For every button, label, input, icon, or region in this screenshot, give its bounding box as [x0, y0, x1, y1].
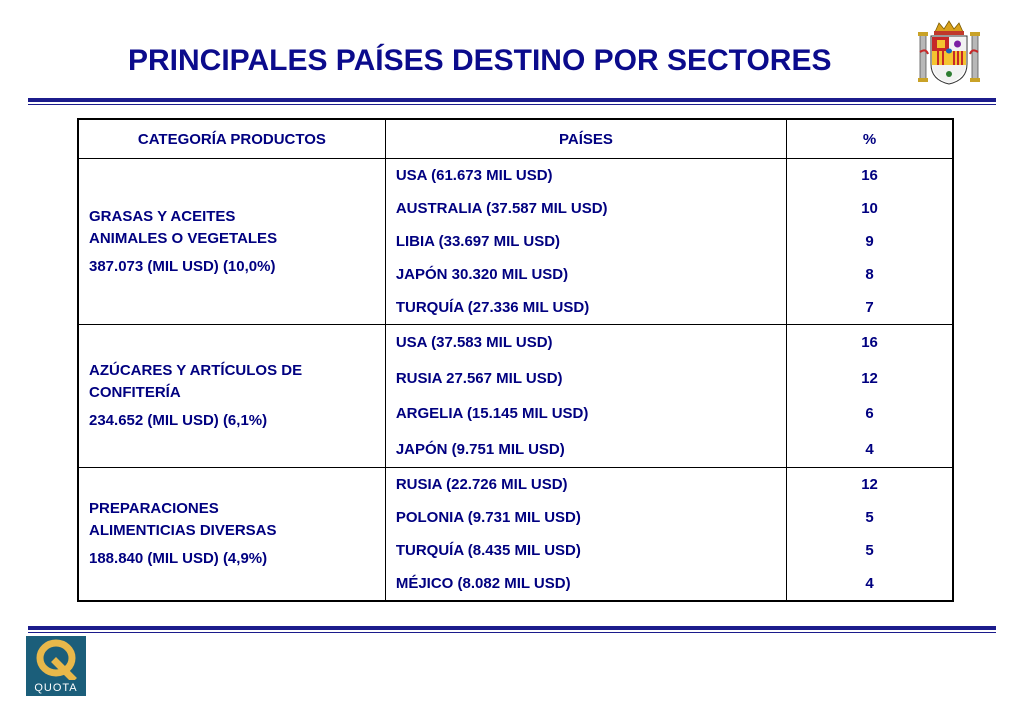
destinations-table: [77, 118, 954, 602]
table-row: [78, 159, 953, 325]
percent-value: 5: [865, 509, 874, 526]
category-name-line: PREPARACIONES: [89, 500, 219, 517]
table-header-row: [78, 119, 953, 159]
percent-value: 5: [865, 542, 874, 559]
category-name-line: ANIMALES O VEGETALES: [89, 229, 278, 247]
country-entry: MÉJICO (8.082 MIL USD): [395, 575, 571, 592]
country-entry: ARGELIA (15.145 MIL USD): [395, 405, 589, 422]
category-name-line: ALIMENTICIAS DIVERSAS: [89, 522, 277, 539]
table-row: [78, 468, 953, 602]
country-entry: JAPÓN 30.320 MIL USD): [395, 266, 569, 283]
category-amount: 188.840 (MIL USD) (4,9%): [89, 550, 268, 567]
header-percent: %: [787, 119, 953, 159]
category-amount: 387.073 (MIL USD) (10,0%): [89, 257, 276, 275]
category-name-line: CONFITERÍA: [89, 384, 181, 401]
percent-value: 12: [861, 369, 878, 387]
percent-cell: [787, 159, 953, 325]
table-row: [78, 325, 953, 468]
percent-value: 16: [861, 334, 878, 351]
country-entry: LIBIA (33.697 MIL USD): [395, 233, 561, 250]
country-entry: AUSTRALIA (37.587 MIL USD): [395, 200, 608, 217]
countries-cell: [385, 325, 786, 468]
country-entry: RUSIA 27.567 MIL USD): [395, 369, 563, 387]
country-entry: TURQUÍA (27.336 MIL USD): [395, 299, 590, 316]
bottom-rule: [28, 626, 996, 633]
spain-coat-of-arms-icon: [918, 20, 980, 86]
header-countries: PAÍSES: [385, 119, 786, 159]
percent-value: 12: [861, 476, 878, 493]
top-rule: [28, 98, 996, 105]
page-title: PRINCIPALES PAÍSES DESTINO POR SECTORES: [128, 44, 832, 77]
country-entry: USA (37.583 MIL USD): [395, 334, 553, 351]
percent-value: 7: [865, 299, 874, 316]
countries-cell: [385, 159, 786, 325]
category-cell: [78, 325, 385, 468]
q-letter-icon: [26, 636, 86, 680]
country-entry: USA (61.673 MIL USD): [395, 167, 553, 184]
header-category: CATEGORÍA PRODUCTOS: [78, 119, 385, 159]
quota-logo: [26, 636, 86, 696]
category-amount: 234.652 (MIL USD) (6,1%): [89, 412, 268, 429]
percent-value: 10: [861, 200, 878, 217]
percent-cell: [787, 325, 953, 468]
percent-cell: [787, 468, 953, 602]
percent-value: 4: [865, 575, 874, 592]
percent-value: 6: [865, 405, 874, 422]
category-name-line: AZÚCARES Y ARTÍCULOS DE: [89, 362, 303, 379]
logo-wordmark: QUOTA: [34, 682, 78, 694]
country-entry: RUSIA (22.726 MIL USD): [395, 476, 568, 493]
category-cell: [78, 468, 385, 602]
country-entry: TURQUÍA (8.435 MIL USD): [395, 542, 581, 559]
countries-cell: [385, 468, 786, 602]
percent-value: 9: [865, 233, 874, 250]
percent-value: 4: [865, 440, 874, 458]
country-entry: POLONIA (9.731 MIL USD): [395, 509, 581, 526]
percent-value: 8: [865, 266, 874, 283]
country-entry: JAPÓN (9.751 MIL USD): [395, 440, 565, 458]
percent-value: 16: [861, 167, 878, 184]
category-name-line: GRASAS Y ACEITES: [89, 207, 236, 225]
category-cell: [78, 159, 385, 325]
